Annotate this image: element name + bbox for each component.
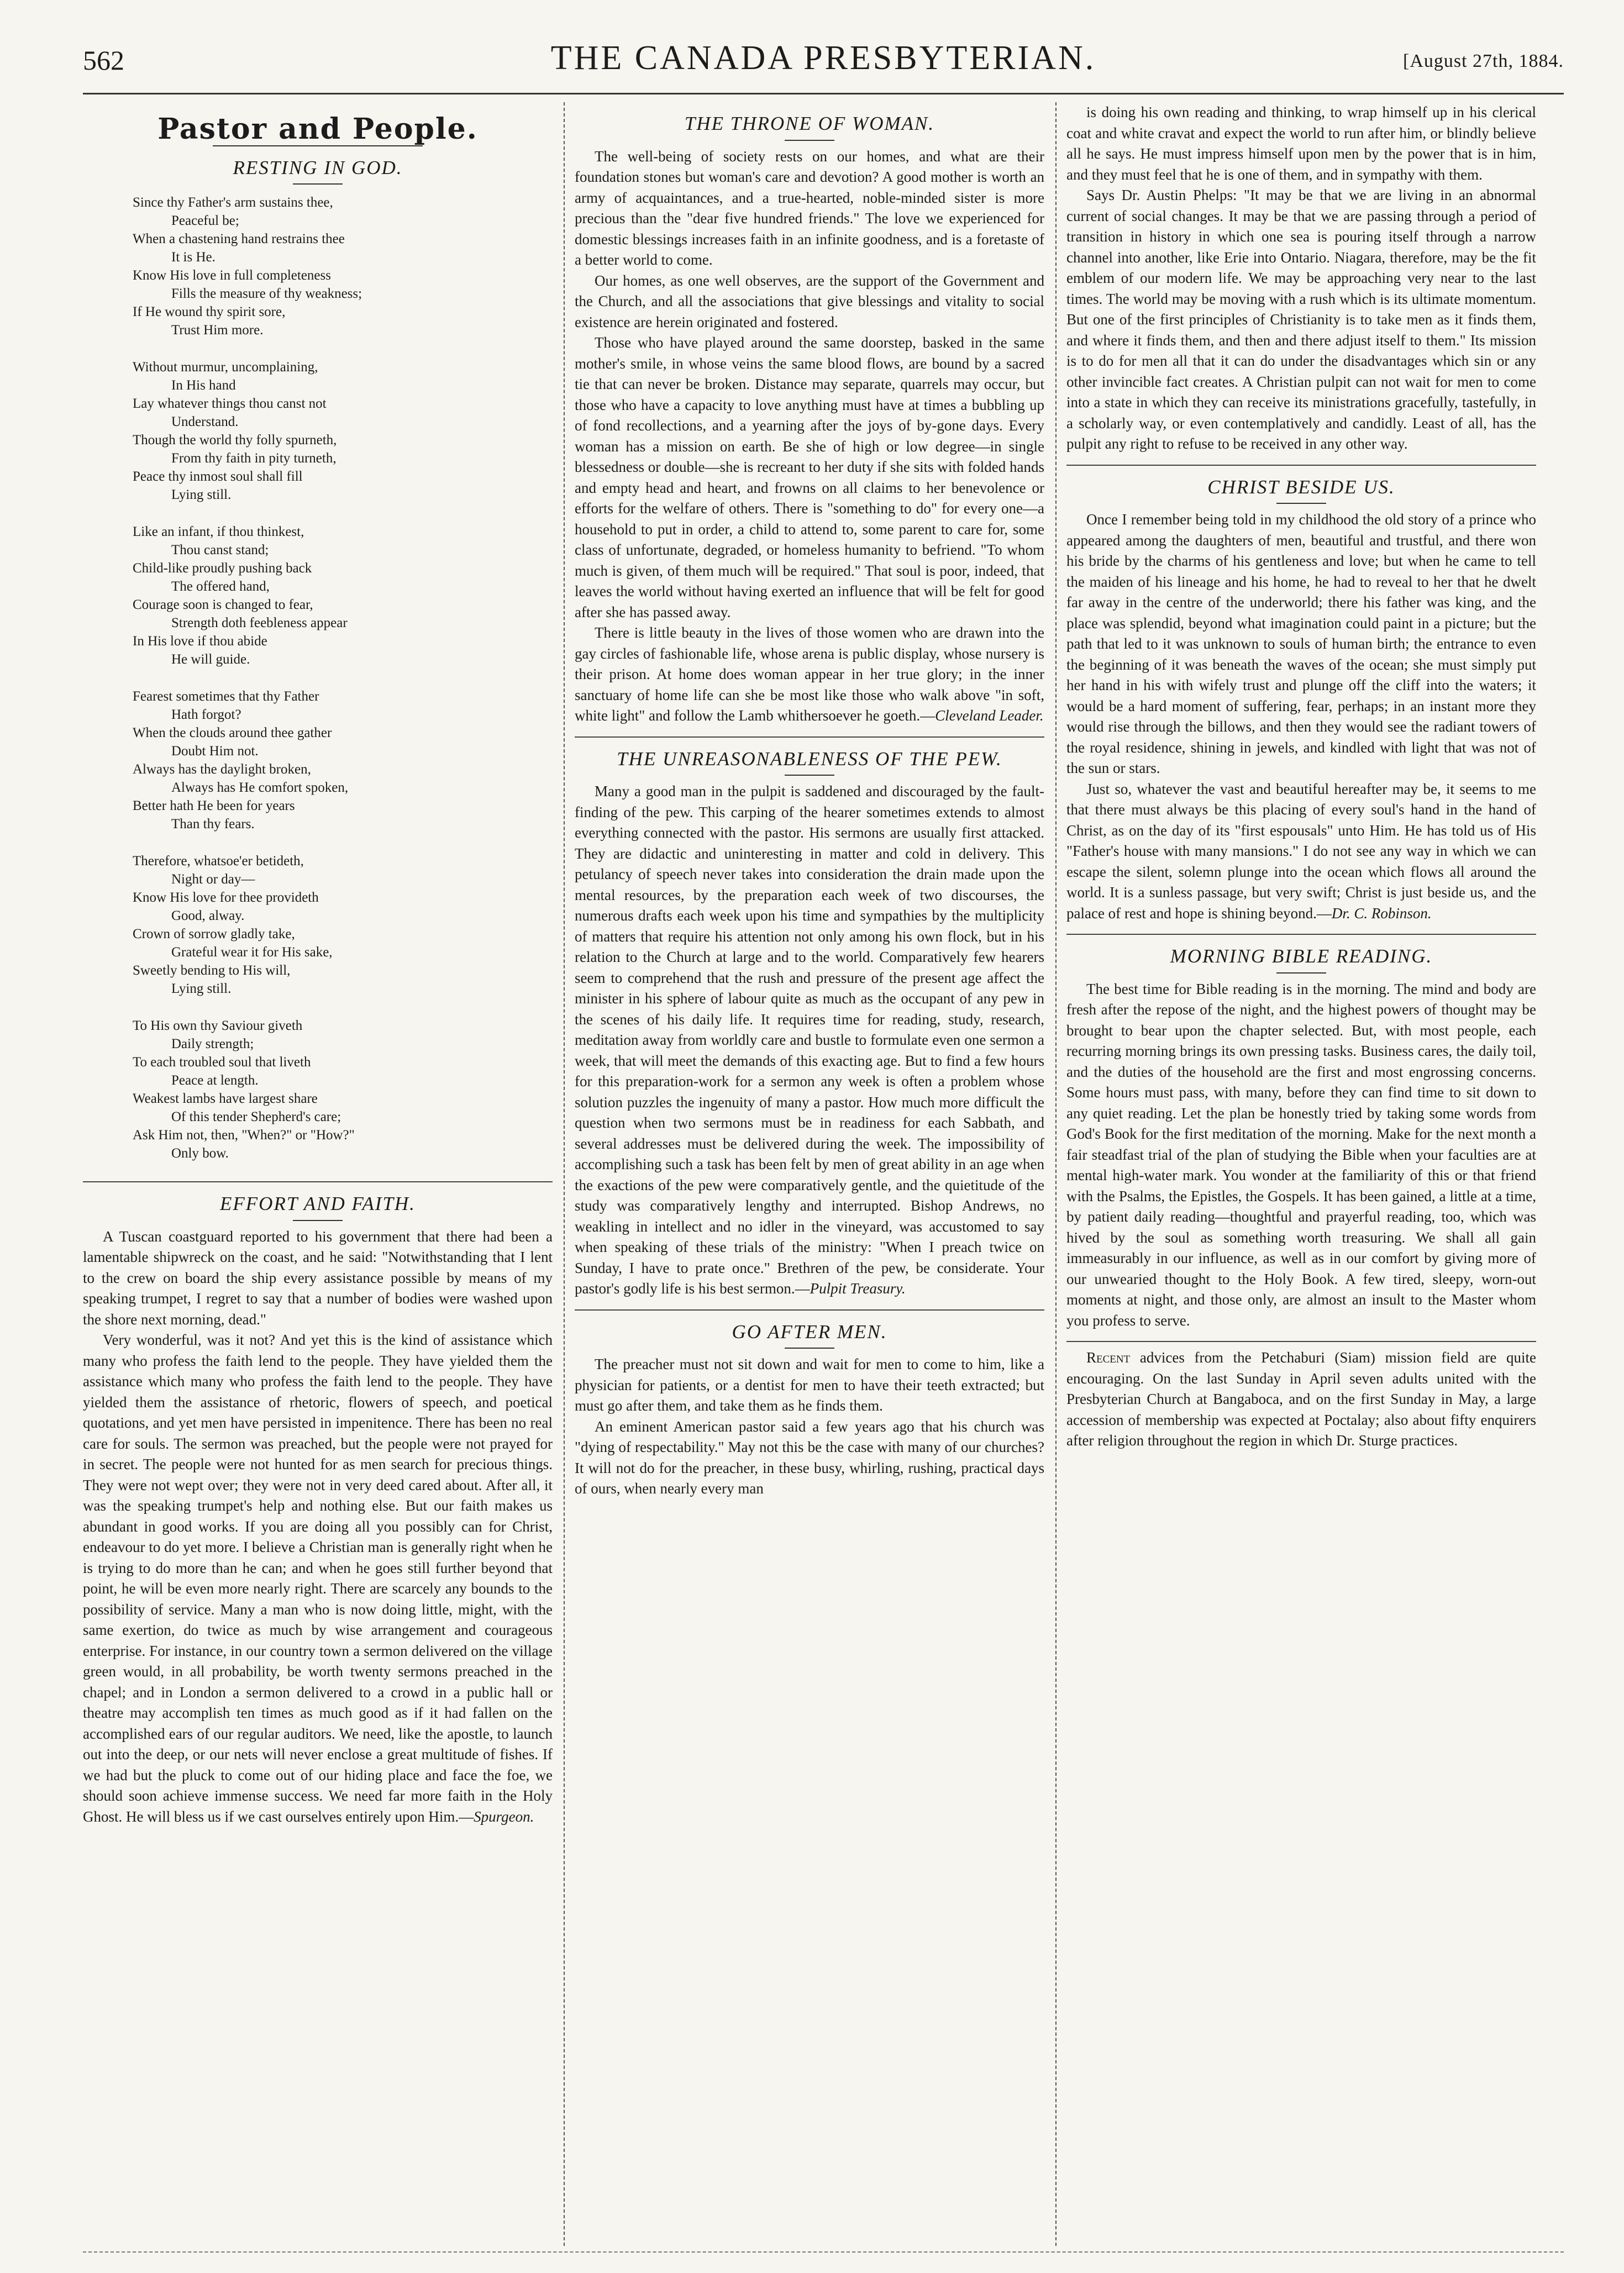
poem-line: The offered hand, — [171, 579, 270, 594]
poem-line: Daily strength; — [171, 1036, 254, 1051]
paragraph-text: The well-being of society rests on our homes, and what are their foundation stones but woman's care and devotion? A good mother is worth an army of acquaintances, and a true-hearted, noble-minded sister is more precious than the "dear five hundred friends." The love we experienced for domestic blessings increases faith in an infinite goodness, and is a foretaste of a better world to come. — [575, 148, 1044, 268]
poem-stanza — [133, 358, 553, 504]
poem-line: Lying still. — [171, 981, 232, 996]
poem-line: Fills the measure of thy weakness; — [171, 286, 362, 301]
poem-line: Though the world thy folly spurneth, — [133, 433, 337, 448]
paragraph — [83, 1330, 553, 1827]
paragraph — [575, 333, 1044, 623]
poem-line: Trust Him more. — [171, 323, 264, 338]
poem-line: When the clouds around thee gather — [133, 725, 332, 740]
note-lead: Recent — [1086, 1349, 1131, 1366]
article-title: THE UNREASONABLENESS OF THE PEW. — [575, 749, 1044, 776]
divider — [1066, 934, 1536, 935]
attribution: Spurgeon. — [474, 1808, 534, 1825]
divider — [575, 736, 1044, 738]
header-rule — [83, 93, 1564, 94]
poem-line: Than thy fears. — [171, 817, 255, 832]
masthead: THE CANADA PRESBYTERIAN. — [550, 39, 1096, 77]
column-separator — [1055, 102, 1057, 2246]
poem-line: Sweetly bending to His will, — [133, 963, 291, 978]
paragraph — [1066, 509, 1536, 779]
poem-line: Without murmur, uncomplaining, — [133, 360, 318, 375]
news-note — [1066, 1348, 1536, 1451]
article-title: EFFORT AND FAITH. — [83, 1193, 553, 1221]
paragraph: Says Dr. Austin Phelps: "It may be that we are living in an abnormal current of social changes. It may be that we are passing through a period of transition in history in which one sea is pouring itself through a narrow channel into another, like Erie into Ontario. Niagara, therefore, may be the fit emblem of our modern life. We may be approaching very near to the last times. The world may be moving with a rush which is its ultimate momentum. But one of the first principles of Christianity is to take men as it finds them, and where it finds them, and then and there adjust itself to them." Its mission is to do for men all that it can do under the disadvantages which sin or any other invincible fact creates. A Christian pulpit can not wait for men to come into a state in which they can receive its ministrations gracefully, tastefully, in a scholarly way, or even contemplatively and candidly. Least of all, has the pulpit any right to refuse to be received in any other way. — [1066, 187, 1536, 452]
paragraph-text: A Tuscan coastguard reported to his government that there had been a lamentable shipwreck on the coast, and he said: "Notwithstanding that I lent to the crew on board the ship every assistance possible by means of my speaking trumpet, I regret to say that a number of bodies were washed upon the shore next morning, dead." — [83, 1228, 553, 1328]
poem-line: Fearest sometimes that thy Father — [133, 689, 319, 704]
poem-stanza — [133, 523, 553, 669]
poem-line: Always has the daylight broken, — [133, 762, 311, 777]
poem-line: In His love if thou abide — [133, 634, 267, 649]
column-2 — [575, 102, 1044, 2246]
paragraph — [575, 1354, 1044, 1417]
page-number: 562 — [83, 45, 124, 76]
paragraph — [83, 1227, 553, 1330]
paragraph — [1066, 779, 1536, 924]
poem-line: If He wound thy spirit sore, — [133, 304, 286, 319]
paragraph-text: Very wonderful, was it not? And yet this is the kind of assistance which many who profess the faith lend to the people. They have yielded them the assistance which many who profess the faith lend to the people. They have yielded them the assistance of rhetoric, flowers of speech, and poetical quotations, and yet men have persisted in impenitence. There has been no real care for souls. The sermon was preached, but the people were not prayed for in secret. The people were not hunted for as men search for precious things. They were not wept over; they were not in very deed cared about. After all, it was the speaking trumpet's help and nothing else. But our faith makes us abundant in good works. If you are doing all you possibly can for Christ, endeavour to do yet more. I believe a Christian man is generally right when he is trying to do more than he can; and when he goes still further beyond that point, he will be even more nearly right. There are scarcely any bounds to the possibility of service. Many a man who is now doing little, might, with the same exertion, do twice as much by wise arrangement and courageous enterprise. For instance, in our country town a sermon delivered on the village green would, in all probability, be worth twenty sermons preached in the chapel; and in London a sermon delivered to a crowd in a public hall or theatre may accomplish ten times as much good as if it had fallen on the accomplished ears of our regular auditors. We need, like the apostle, to launch out into the deep, or our nets will never enclose a great multitude of fishes. If we had but the pluck to come out of our hiding place and face the foe, we should soon achieve immense success. We need far more faith in the Holy Ghost. He will bless us if we cast ourselves entirely upon Him.— — [83, 1332, 553, 1825]
paragraph: is doing his own reading and thinking, to wrap himself up in his clerical coat and white cravat and expect the world to run after him, or blindly believe all he says. He must impress himself upon men by the power that is in him, and they must feel that he is one of them, and in sympathy with them. — [1066, 104, 1536, 183]
page-header — [83, 39, 1564, 88]
attribution: Dr. C. Robinson. — [1331, 904, 1432, 922]
paragraph-text: Many a good man in the pulpit is saddened and discouraged by the fault-finding of the pew. This carping of the hearer sometimes extends to almost everything connected with the pastor. His sermons are usually first attacked. They are didactic and uninteresting in matter and cold in delivery. This petulancy of speech never takes into consideration the drain made upon the mental resources, by the preparation each week of two discourses, the numerous drafts each week upon his time and sympathies by the multiplicity of matters that require his attention not only among his own flock, but in his relation to the Church at large and to the world. Comparatively few hearers seem to comprehend that the rush and pressure of the present age affect the minister in his sphere of labour quite as much as the occupant of any pew in the scenes of his daily life. It requires time for reading, study, research, meditation away from worldly care and bustle to formulate even one sermon a week, that will meet the demands of this exacting age. But to find a few hours for this preparation-work for a sermon any week is often a problem whose solution puzzles the ingenuity of many a pastor. How much more difficult the question when two sermons must be in readiness for each Sabbath, and several addresses must be delivered during the week. The impossibility of accomplishing such a task has been felt by men of great ability in an age when the exactions of the pew were comparatively gentle, and the quietitude of the study was comparatively lengthy and interrupted. Bishop Andrews, no weakling in intellect and no idler in the vineyard, was accustomed to say when speaking of these trials of the ministry: "When I preach twice on Sunday, I have to prate once." Brethren of the pew, be considerate. Your pastor's godly life is his best sermon.— — [575, 783, 1044, 1297]
poem-line: Of this tender Shepherd's care; — [171, 1109, 341, 1124]
column-separator — [564, 102, 565, 2246]
poem-stanza — [133, 1017, 553, 1162]
paragraph — [575, 781, 1044, 1299]
article-title: MORNING BIBLE READING. — [1066, 946, 1536, 974]
poem-line: Peace at length. — [171, 1073, 259, 1088]
paragraph-text: Our homes, as one well observes, are the support of the Government and the Church, and all the associations that give blessings and vitality to social existence are herein originated and fostered. — [575, 272, 1044, 330]
paragraph-text: The best time for Bible reading is in the morning. The mind and body are fresh after the repose of the night, and the highest powers of thought may be brought to bear upon the chapter selected. But, with most people, each recurring morning brings its own pressing tasks. Business cares, the daily toil, and the duties of the household are the first and most engrossing concerns. Some hours must pass, with many, before they can find time to sit down to any quiet reading. Let the plan be honestly tried by taking some words from God's Book for the first meditation of the morning. Make for the next month a fair steadfast trial of the plan of studying the Bible when your faculties are at mental high-water mark. You wonder at the familiarity of this or that friend with the Psalms, the Epistles, the Gospels. It has been gained, a little at a time, by patient daily reading—thoughtful and prayerful reading, too, which was hived by the soul as something worth treasuring. We shall all gain immeasurably in our influence, as well as in our comfort by giving more of our unwearied thought to the Holy Book. A few tired, sleepy, worn-out moments at night, and those only, are almost an insult to the Master whom you profess to serve. — [1066, 980, 1536, 1329]
paragraph-text: There is little beauty in the lives of those women who are drawn into the gay circles of fashionable life, whose arena is public display, whose nursery is their prison. At home does woman appear in her true glory; in the inner sanctuary of home life can she be most like those who walk above "in soft, white light" and follow the Lamb whithersoever he goeth.— — [575, 624, 1044, 724]
poem-line: Lying still. — [171, 487, 232, 502]
divider — [575, 1309, 1044, 1311]
poem-stanza — [133, 193, 553, 339]
poem-line: Understand. — [171, 414, 239, 429]
poem-line: Like an infant, if thou thinkest, — [133, 524, 304, 539]
divider — [83, 1181, 553, 1182]
poem-line: Courage soon is changed to fear, — [133, 597, 313, 612]
poem-line: Night or day— — [171, 872, 255, 887]
poem-line: Strength doth feebleness appear — [171, 615, 348, 630]
poem-stanza — [133, 852, 553, 998]
poem-line: Hath forgot? — [171, 707, 241, 722]
column-3 — [1066, 102, 1536, 2246]
poem-line: Peace thy inmost soul shall fill — [133, 469, 303, 484]
continued-text — [1066, 102, 1536, 455]
paragraph-text: An eminent American pastor said a few years ago that his church was "dying of respectability." May not this be the case with many of our churches? It will not do for the preacher, in these busy, whirling, rushing, practical days of ours, when nearly every man — [575, 1418, 1044, 1497]
poem-line: Since thy Father's arm sustains thee, — [133, 195, 333, 210]
article-title: GO AFTER MEN. — [575, 1322, 1044, 1349]
poem — [133, 193, 553, 1162]
poem-line: It is He. — [171, 250, 216, 265]
poem-line: Thou canst stand; — [171, 543, 269, 557]
issue-date: [August 27th, 1884. — [1403, 51, 1564, 71]
poem-line: Better hath He been for years — [133, 798, 295, 813]
poem-line: Ask Him not, then, "When?" or "How?" — [133, 1128, 355, 1143]
poem-line: Good, alway. — [171, 908, 245, 923]
divider — [1066, 1341, 1536, 1342]
poem-line: In His hand — [171, 378, 236, 393]
footer-rule — [83, 2251, 1564, 2253]
article-title: CHRIST BESIDE US. — [1066, 477, 1536, 504]
paragraph-text: The preacher must not sit down and wait for men to come to him, like a physician for patients, or a dentist for men to have their teeth extracted; but must go after them, and take them as he finds them. — [575, 1356, 1044, 1414]
poem-title: RESTING IN GOD. — [83, 157, 553, 185]
paragraph — [575, 623, 1044, 727]
poem-line: Know His love in full completeness — [133, 268, 331, 283]
poem-line: Grateful wear it for His sake, — [171, 945, 333, 960]
poem-line: Only bow. — [171, 1146, 229, 1161]
poem-line: He will guide. — [171, 652, 250, 667]
column-1 — [83, 102, 553, 2246]
poem-line: When a chastening hand restrains thee — [133, 231, 345, 246]
poem-line: Lay whatever things thou canst not — [133, 396, 327, 411]
article-list — [1066, 465, 1536, 1332]
poem-line: From thy faith in pity turneth, — [171, 451, 337, 466]
article-title: THE THRONE OF WOMAN. — [575, 113, 1044, 141]
poem-line: Peaceful be; — [171, 213, 239, 228]
poem-line: Weakest lambs have largest share — [133, 1091, 318, 1106]
poem-line: Therefore, whatsoe'er betideth, — [133, 854, 304, 869]
poem-line: To His own thy Saviour giveth — [133, 1018, 303, 1033]
note-body: advices from the Petchaburi (Siam) mission field are quite encouraging. On the last Sunday in April seven adults united with the Presbyterian Church at Bangaboca, and on the first Sunday in May, a large accession of membership was expected at Poctalay; also about fifty enquirers after religion throughout the region in which Dr. Sturge practices. — [1066, 1349, 1536, 1449]
poem-line: Always has He comfort spoken, — [171, 780, 349, 795]
poem-line: Doubt Him not. — [171, 744, 259, 759]
paragraph-text: Once I remember being told in my childhood the old story of a prince who appeared among the daughters of men, beautiful and trustful, and there won his bride by the charms of his gentleness and love; but when he came to tell the maiden of his lineage and his home, he had to reveal to her that he dwelt far away in the centre of the underworld; there his father was king, and the place was splendid, beyond what imagination could paint in a picture; but the path that led to it was unknown to souls of human birth; the entrance to even the beginning of it was beneath the waves of the ocean; she must simply put her hand in his with wifely trust and plunge off the cliff into the waters; it would be a hard moment of suffering, fear, perhaps; in an instant more they would rise through the billows, and then they would see the radiant towers of the royal residence, shining in jewels, and kindled with light that was not of the sun or stars. — [1066, 511, 1536, 776]
attribution: Cleveland Leader. — [935, 707, 1044, 724]
paragraph — [1066, 979, 1536, 1332]
poem-line: Crown of sorrow gladly take, — [133, 927, 295, 941]
paragraph — [575, 146, 1044, 271]
attribution: Pulpit Treasury. — [810, 1280, 906, 1297]
paragraph-text: Those who have played around the same doorstep, basked in the same mother's smile, in whose veins the same blood flows, are bound by a sacred tie that can never be broken. Distance may separate, quarrels may occur, but those who have a capacity to love anything must have at times a bubbling up of fond recollections, and a yearning after the joys of by-gone days. Every woman has a mission on earth. Be she of high or low degree—in single blessedness or double—she is recreant to her duty if she sits with folded hands and empty head and heart, and frowns on all claims to her benevolence or efforts for the welfare of others. There is "something to do" for every one—a household to put in order, a child to attend to, some parent to care for, some class of unfortunate, degraded, or homeless humanity to befriend. "To whom much is given, of them much will be required." That soul is poor, indeed, that leaves the world without having exerted an influence that will be felt for good after she has passed away. — [575, 334, 1044, 620]
poem-line: Child-like proudly pushing back — [133, 561, 312, 576]
department-heading: Pastor and People. — [83, 119, 553, 146]
article-body — [83, 1227, 553, 1828]
paragraph — [575, 1417, 1044, 1499]
divider — [1066, 465, 1536, 466]
poem-stanza — [133, 687, 553, 833]
poem-line: To each troubled soul that liveth — [133, 1055, 311, 1070]
paragraph — [575, 271, 1044, 333]
paragraph-text: Just so, whatever the vast and beautiful hereafter may be, it seems to me that there must always be this placing of every soul's hand in the hand of Christ, as on the day of its "first espousals" unto Him. He has told us of His "Father's house with many mansions." I do not see any way in which we can escape the silent, solemn plunge into the ocean which flows all around the world. It is a sunless passage, but very swift; Christ is just beside us, and the palace of rest and hope is shining beyond.— — [1066, 780, 1536, 922]
poem-line: Know His love for thee provideth — [133, 890, 319, 905]
